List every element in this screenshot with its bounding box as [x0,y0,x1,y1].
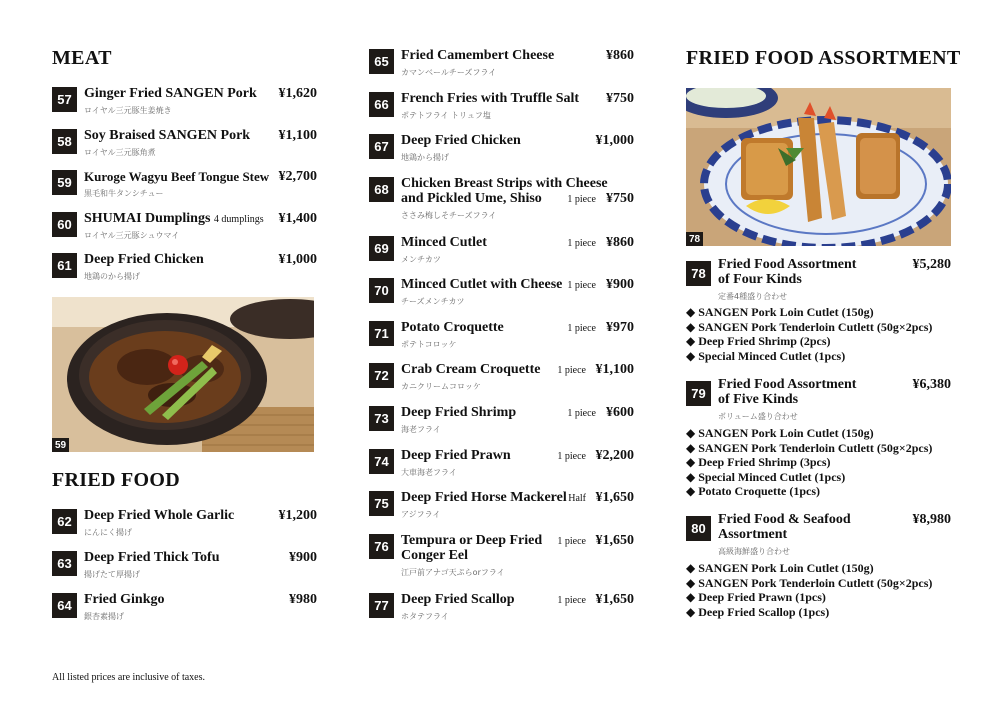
item-name: Deep Fried Chicken [401,133,521,148]
item-jp-name: ロイヤル三元豚角煮 [84,148,156,157]
assortment-79-contents [686,426,932,499]
item-number: 69 [369,236,394,261]
item-price: ¥900 [606,277,634,292]
menu-item-63 [52,551,317,583]
item-name: French Fries with Truffle Salt [401,91,580,106]
item-price: ¥1,650 [595,533,634,548]
item-quantity: 1 piece [557,536,586,547]
menu-item-73 [369,406,634,438]
menu-item-71 [369,321,634,353]
item-name-line2: of Four Kinds [718,272,802,287]
item-name-line2: Conger Eel [401,548,469,563]
item-name: Deep Fried Chicken [84,252,204,267]
item-number: 66 [369,92,394,117]
menu-item-74 [369,449,634,481]
item-quantity: 1 piece [567,323,596,334]
item-price: ¥1,400 [278,211,317,226]
content-line: ◆ SANGEN Pork Tenderloin Cutlett (50g×2pcs) [686,319,933,334]
item-jp-name: 黒毛和牛タンシチュー [84,189,164,198]
item-number: 63 [52,551,77,576]
item-quantity: 1 piece [557,451,586,462]
item-jp-name: 高級海鮮盛り合わせ [718,547,790,556]
item-price: ¥750 [606,91,634,106]
assortment-section-title: FRIED FOOD ASSORTMENT [686,47,961,69]
item-quantity: Half [568,493,586,504]
item-number: 75 [369,491,394,516]
item-price: ¥1,100 [595,362,634,377]
item-name: Kuroge Wagyu Beef Tongue Stew [84,169,270,184]
content-line: ◆ SANGEN Pork Loin Cutlet (150g) [686,305,874,319]
tax-footnote: All listed prices are inclusive of taxes. [52,672,206,683]
item-name-line2: and Pickled Ume, Shiso [401,191,542,206]
menu-item-66 [369,92,634,124]
item-jp-name: にんにく揚げ [84,528,132,537]
menu-item-68 [369,177,634,225]
item-price: ¥1,650 [595,490,634,505]
item-number: 59 [52,170,77,195]
item-number: 71 [369,321,394,346]
item-jp-name: 定番4種盛り合わせ [718,292,788,301]
menu-item-62 [52,509,317,541]
menu-item-61 [52,253,317,285]
item-quantity: 4 dumplings [213,214,264,225]
stew-illustration [52,297,314,452]
item-price: ¥2,200 [595,448,634,463]
content-line: ◆ Deep Fried Prawn (1pcs) [686,590,826,605]
menu-item-76 [369,534,634,582]
item-number: 61 [52,253,77,278]
item-jp-name: カニクリームコロッケ [401,382,481,391]
content-line: ◆ Deep Fried Shrimp (2pcs) [686,334,831,349]
item-jp-name: ささみ梅しそチーズフライ [401,211,497,220]
item-price: ¥980 [289,592,317,607]
item-name: Deep Fried Prawn [401,448,511,463]
photo-number-tag: 78 [686,232,703,246]
item-name-line2: of Five Kinds [718,392,799,407]
item-name-line1: Fried Food Assortment [718,377,857,392]
assortment-item-79 [686,378,951,426]
item-number: 64 [52,593,77,618]
assortment-item-78 [686,258,951,306]
item-price: ¥1,200 [278,508,317,523]
assortment-item-80 [686,513,951,561]
item-number: 73 [369,406,394,431]
item-name: Minced Cutlet [401,235,487,250]
item-price: ¥1,000 [278,252,317,267]
item-price: ¥600 [606,405,634,420]
item-jp-name: ボリューム盛り合わせ [718,412,798,421]
photo-number-tag: 59 [52,438,69,452]
menu-item-58 [52,129,317,161]
item-price: ¥860 [606,235,634,250]
meat-section-title: MEAT [52,47,112,69]
item-price: ¥6,380 [912,377,951,392]
content-line: ◆ SANGEN Pork Tenderloin Cutlett (50g×2pcs) [686,440,933,455]
item-number: 62 [52,509,77,534]
content-line: ◆ Special Minced Cutlet (1pcs) [686,469,846,484]
item-name [84,211,264,227]
item-number: 67 [369,134,394,159]
item-name: Deep Fried Whole Garlic [84,508,235,523]
item-number: 60 [52,212,77,237]
item-jp-name: 大車海老フライ [401,468,457,477]
menu-item-57 [52,87,317,119]
item-name: Minced Cutlet with Cheese [401,277,563,292]
item-number: 58 [52,129,77,154]
item-name-line2: Assortment [718,527,788,542]
item-name: Soy Braised SANGEN Pork [84,128,251,143]
menu-item-77 [369,593,634,625]
item-jp-name: カマンベールチーズフライ [401,68,497,77]
stew-photo [52,297,314,452]
item-number: 76 [369,534,394,559]
item-name: Deep Fried Horse Mackerel [401,490,567,505]
item-price: ¥1,100 [278,128,317,143]
item-jp-name: ロイヤル三元豚シュウマイ [84,231,180,240]
item-price: ¥8,980 [912,512,951,527]
item-name: Fried Camembert Cheese [401,48,555,63]
item-price: ¥900 [289,550,317,565]
item-number: 72 [369,363,394,388]
item-price: ¥5,280 [912,257,951,272]
item-quantity: 1 piece [567,280,596,291]
assortment-photo [686,88,951,246]
item-name: Fried Ginkgo [84,592,165,607]
item-number: 79 [686,381,711,406]
item-name: Deep Fried Scallop [401,592,515,607]
item-jp-name: 地鶏から揚げ [401,153,449,162]
menu-item-60 [52,212,317,244]
item-price: ¥2,700 [278,169,317,184]
item-number: 57 [52,87,77,112]
item-jp-name: 地鶏のから揚げ [84,272,140,281]
menu-item-59 [52,170,317,202]
item-quantity: 1 piece [567,238,596,249]
item-number: 80 [686,516,711,541]
item-number: 65 [369,49,394,74]
fried-food-section-title: FRIED FOOD [52,469,180,491]
content-line: ◆ Deep Fried Shrimp (3pcs) [686,455,831,470]
item-number: 68 [369,177,394,202]
item-number: 77 [369,593,394,618]
content-line: ◆ Special Minced Cutlet (1pcs) [686,348,846,363]
content-line: ◆ SANGEN Pork Tenderloin Cutlett (50g×2pcs) [686,575,933,590]
item-jp-name: 銀杏素揚げ [84,612,124,621]
item-quantity: 1 piece [557,365,586,376]
item-name: Deep Fried Shrimp [401,405,517,420]
assortment-80-contents [686,561,932,619]
item-name-text: SHUMAI Dumplings [84,211,211,226]
menu-item-65 [369,49,634,81]
item-name-line1: Fried Food Assortment [718,257,857,272]
item-price: ¥860 [606,48,634,63]
assortment-78-contents [686,305,932,363]
item-price: ¥1,650 [595,592,634,607]
item-quantity: 1 piece [567,408,596,419]
item-jp-name: 揚げたて厚揚げ [84,570,140,579]
item-price: ¥750 [606,191,634,206]
item-jp-name: 江戸前アナゴ天ぷらorフライ [401,568,505,577]
item-jp-name: ポテトフライ トリュフ塩 [401,111,491,120]
item-name: Crab Cream Croquette [401,362,541,377]
item-name: Potato Croquette [401,320,504,335]
item-price: ¥1,000 [595,133,634,148]
item-price: ¥970 [606,320,634,335]
item-quantity: 1 piece [567,194,596,205]
item-number: 78 [686,261,711,286]
menu-item-64 [52,593,317,625]
content-line: ◆ Potato Croquette (1pcs) [686,484,820,499]
item-number: 70 [369,278,394,303]
menu-item-75 [369,491,634,523]
assortment-illustration [686,88,951,246]
menu-item-69 [369,236,634,268]
item-jp-name: ホタテフライ [401,612,449,621]
menu-item-70 [369,278,634,310]
item-jp-name: 海老フライ [401,425,441,434]
item-jp-name: ポテトコロッケ [401,340,457,349]
item-name-line1: Tempura or Deep Fried [401,533,543,548]
item-jp-name: アジフライ [401,510,441,519]
item-jp-name: ロイヤル三元豚生姜焼き [84,106,172,115]
item-quantity: 1 piece [557,595,586,606]
item-name-line1: Fried Food & Seafood [718,512,851,527]
menu-item-67 [369,134,634,166]
item-name: Ginger Fried SANGEN Pork [84,86,257,101]
item-jp-name: チーズメンチカツ [401,297,465,306]
item-number: 74 [369,449,394,474]
item-name-line1: Chicken Breast Strips with Cheese [401,176,608,191]
content-line: ◆ SANGEN Pork Loin Cutlet (150g) [686,561,874,575]
item-jp-name: メンチカツ [401,255,441,264]
content-line: ◆ SANGEN Pork Loin Cutlet (150g) [686,426,874,440]
content-line: ◆ Deep Fried Scallop (1pcs) [686,604,830,619]
item-price: ¥1,620 [278,86,317,101]
menu-item-72 [369,363,634,395]
item-name: Deep Fried Thick Tofu [84,550,220,565]
